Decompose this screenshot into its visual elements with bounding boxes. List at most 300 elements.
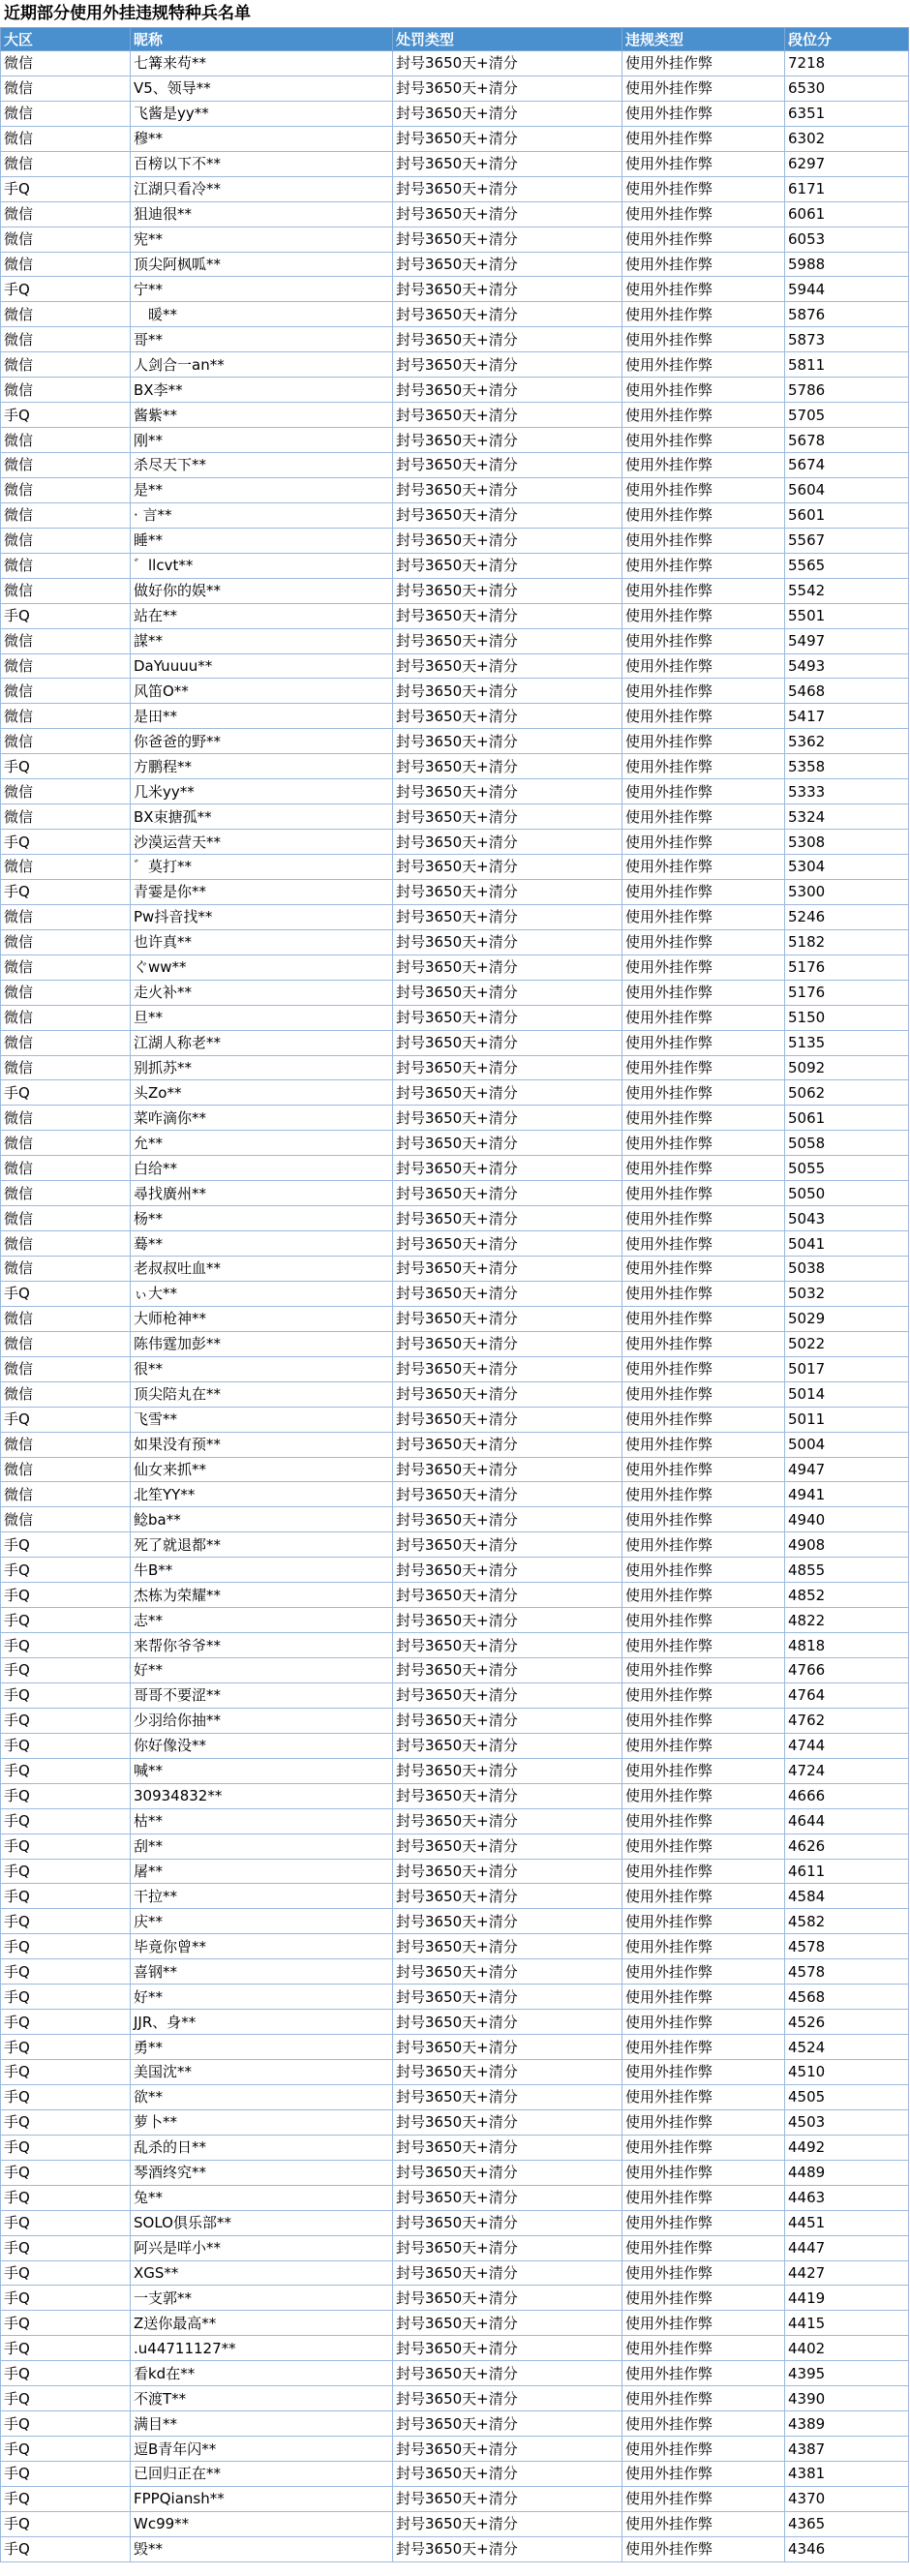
- table-row: [1, 1231, 909, 1257]
- table-row: [1, 879, 909, 904]
- cell-region: 微信: [1, 477, 131, 502]
- table-row: [1, 1106, 909, 1131]
- cell-penalty-type: 封号3650天+清分: [393, 2462, 622, 2487]
- cell-region: 手Q: [1, 2336, 131, 2361]
- cell-penalty-type: 封号3650天+清分: [393, 1206, 622, 1231]
- cell-violation-type: 使用外挂作弊: [622, 603, 785, 628]
- table-row: [1, 855, 909, 880]
- cell-penalty-type: 封号3650天+清分: [393, 2010, 622, 2035]
- cell-rank-score: 4822: [785, 1608, 909, 1633]
- cell-penalty-type: 封号3650天+清分: [393, 477, 622, 502]
- cell-rank-score: 4582: [785, 1909, 909, 1934]
- cell-rank-score: 5041: [785, 1231, 909, 1257]
- cell-region: 微信: [1, 1257, 131, 1282]
- cell-region: 手Q: [1, 1758, 131, 1783]
- cell-nickname: 风笛O**: [131, 679, 393, 704]
- cell-nickname: 少羽给你抽**: [131, 1708, 393, 1733]
- cell-rank-score: 5038: [785, 1257, 909, 1282]
- cell-penalty-type: 封号3650天+清分: [393, 2035, 622, 2060]
- cell-rank-score: 5417: [785, 704, 909, 729]
- cell-region: 手Q: [1, 2160, 131, 2185]
- cell-rank-score: 4908: [785, 1532, 909, 1558]
- cell-penalty-type: 封号3650天+清分: [393, 1834, 622, 1859]
- cell-rank-score: 5988: [785, 252, 909, 277]
- cell-region: 手Q: [1, 2311, 131, 2336]
- cell-rank-score: 4419: [785, 2286, 909, 2311]
- cell-violation-type: 使用外挂作弊: [622, 1457, 785, 1482]
- cell-violation-type: 使用外挂作弊: [622, 2411, 785, 2437]
- table-row: [1, 1583, 909, 1608]
- cell-nickname: JJR、身**: [131, 2010, 393, 2035]
- cell-violation-type: 使用外挂作弊: [622, 553, 785, 578]
- cell-nickname: 穆**: [131, 126, 393, 151]
- cell-nickname: 枯**: [131, 1808, 393, 1834]
- table-row: [1, 378, 909, 403]
- cell-nickname: 顶尖陪丸在**: [131, 1381, 393, 1407]
- cell-violation-type: 使用外挂作弊: [622, 1985, 785, 2010]
- cell-nickname: 杨**: [131, 1206, 393, 1231]
- cell-penalty-type: 封号3650天+清分: [393, 51, 622, 76]
- cell-violation-type: 使用外挂作弊: [622, 2135, 785, 2160]
- cell-penalty-type: 封号3650天+清分: [393, 929, 622, 955]
- cell-region: 微信: [1, 428, 131, 453]
- cell-violation-type: 使用外挂作弊: [622, 2386, 785, 2411]
- cell-region: 微信: [1, 704, 131, 729]
- cell-violation-type: 使用外挂作弊: [622, 1407, 785, 1432]
- cell-penalty-type: 封号3650天+清分: [393, 779, 622, 804]
- cell-penalty-type: 封号3650天+清分: [393, 2260, 622, 2286]
- cell-rank-score: 5876: [785, 302, 909, 327]
- cell-violation-type: 使用外挂作弊: [622, 2160, 785, 2185]
- cell-nickname: 好**: [131, 1985, 393, 2010]
- cell-rank-score: 6061: [785, 201, 909, 227]
- table-row: [1, 729, 909, 754]
- cell-nickname: 头Zo**: [131, 1080, 393, 1106]
- table-row: [1, 2486, 909, 2511]
- cell-region: 手Q: [1, 1080, 131, 1106]
- cell-violation-type: 使用外挂作弊: [622, 2361, 785, 2386]
- cell-rank-score: 4611: [785, 1859, 909, 1884]
- cell-violation-type: 使用外挂作弊: [622, 2235, 785, 2260]
- cell-nickname: 狙迪很**: [131, 201, 393, 227]
- cell-penalty-type: 封号3650天+清分: [393, 76, 622, 101]
- table-row: [1, 528, 909, 553]
- cell-region: 手Q: [1, 1909, 131, 1934]
- violation-table: [0, 27, 909, 2562]
- cell-violation-type: 使用外挂作弊: [622, 201, 785, 227]
- cell-rank-score: 4505: [785, 2084, 909, 2109]
- cell-penalty-type: 封号3650天+清分: [393, 1257, 622, 1282]
- cell-rank-score: 5061: [785, 1106, 909, 1131]
- cell-rank-score: 5022: [785, 1331, 909, 1356]
- cell-rank-score: 4427: [785, 2260, 909, 2286]
- cell-rank-score: 5567: [785, 528, 909, 553]
- cell-region: 手Q: [1, 1708, 131, 1733]
- table-row: [1, 2437, 909, 2462]
- cell-region: 微信: [1, 453, 131, 478]
- cell-region: 微信: [1, 1482, 131, 1507]
- cell-penalty-type: 封号3650天+清分: [393, 1432, 622, 1457]
- cell-nickname: Pw抖音找**: [131, 904, 393, 929]
- cell-rank-score: 4395: [785, 2361, 909, 2386]
- table-row: [1, 2536, 909, 2561]
- table-row: [1, 1708, 909, 1733]
- cell-violation-type: 使用外挂作弊: [622, 2010, 785, 2035]
- cell-rank-score: 7218: [785, 51, 909, 76]
- cell-penalty-type: 封号3650天+清分: [393, 1633, 622, 1658]
- table-row: [1, 980, 909, 1005]
- cell-penalty-type: 封号3650天+清分: [393, 603, 622, 628]
- cell-region: 微信: [1, 904, 131, 929]
- cell-region: 微信: [1, 1181, 131, 1206]
- cell-region: 微信: [1, 1457, 131, 1482]
- cell-penalty-type: 封号3650天+清分: [393, 352, 622, 378]
- cell-violation-type: 使用外挂作弊: [622, 955, 785, 980]
- cell-penalty-type: 封号3650天+清分: [393, 1030, 622, 1055]
- cell-nickname: 欲**: [131, 2084, 393, 2109]
- cell-rank-score: 5601: [785, 502, 909, 528]
- cell-nickname: 是田**: [131, 704, 393, 729]
- cell-penalty-type: 封号3650天+清分: [393, 176, 622, 201]
- cell-penalty-type: 封号3650天+清分: [393, 704, 622, 729]
- cell-rank-score: 6171: [785, 176, 909, 201]
- cell-penalty-type: 封号3650天+清分: [393, 1356, 622, 1381]
- cell-region: 手Q: [1, 2437, 131, 2462]
- table-row: [1, 1608, 909, 1633]
- table-row: [1, 1281, 909, 1306]
- cell-violation-type: 使用外挂作弊: [622, 403, 785, 428]
- cell-nickname: 你爸爸的野**: [131, 729, 393, 754]
- table-row: [1, 2210, 909, 2235]
- cell-nickname: 大师枪神**: [131, 1306, 393, 1331]
- cell-nickname: 哥**: [131, 327, 393, 352]
- cell-rank-score: 4852: [785, 1583, 909, 1608]
- table-row: [1, 955, 909, 980]
- cell-nickname: ゛llcvt**: [131, 553, 393, 578]
- cell-violation-type: 使用外挂作弊: [622, 1432, 785, 1457]
- cell-rank-score: 4818: [785, 1633, 909, 1658]
- table-row: [1, 1457, 909, 1482]
- cell-nickname: 勇**: [131, 2035, 393, 2060]
- table-row: [1, 1985, 909, 2010]
- cell-violation-type: 使用外挂作弊: [622, 51, 785, 76]
- cell-nickname: 暖**: [131, 302, 393, 327]
- cell-nickname: ぐww**: [131, 955, 393, 980]
- table-row: [1, 1005, 909, 1030]
- cell-nickname: 庆**: [131, 1909, 393, 1934]
- cell-penalty-type: 封号3650天+清分: [393, 804, 622, 830]
- cell-region: 手Q: [1, 2035, 131, 2060]
- cell-penalty-type: 封号3650天+清分: [393, 502, 622, 528]
- cell-rank-score: 5678: [785, 428, 909, 453]
- cell-nickname: BX李**: [131, 378, 393, 403]
- cell-rank-score: 4451: [785, 2210, 909, 2235]
- table-row: [1, 101, 909, 126]
- cell-region: 手Q: [1, 1985, 131, 2010]
- cell-violation-type: 使用外挂作弊: [622, 302, 785, 327]
- cell-region: 手Q: [1, 1959, 131, 1985]
- cell-region: 手Q: [1, 1808, 131, 1834]
- cell-nickname: 已回归正在**: [131, 2462, 393, 2487]
- cell-violation-type: 使用外挂作弊: [622, 227, 785, 252]
- cell-rank-score: 5182: [785, 929, 909, 955]
- table-row: [1, 201, 909, 227]
- cell-violation-type: 使用外挂作弊: [622, 830, 785, 855]
- table-row: [1, 352, 909, 378]
- cell-region: 手Q: [1, 1608, 131, 1633]
- cell-penalty-type: 封号3650天+清分: [393, 628, 622, 653]
- cell-rank-score: 4744: [785, 1733, 909, 1758]
- cell-rank-score: 4389: [785, 2411, 909, 2437]
- cell-penalty-type: 封号3650天+清分: [393, 729, 622, 754]
- table-row: [1, 1558, 909, 1583]
- cell-nickname: Wc99**: [131, 2511, 393, 2536]
- cell-rank-score: 4762: [785, 1708, 909, 1733]
- table-row: [1, 2235, 909, 2260]
- cell-penalty-type: 封号3650天+清分: [393, 2437, 622, 2462]
- cell-penalty-type: 封号3650天+清分: [393, 201, 622, 227]
- cell-nickname: 刮**: [131, 1834, 393, 1859]
- cell-region: 手Q: [1, 2411, 131, 2437]
- cell-violation-type: 使用外挂作弊: [622, 1558, 785, 1583]
- cell-penalty-type: 封号3650天+清分: [393, 1733, 622, 1758]
- cell-nickname: 宪**: [131, 227, 393, 252]
- cell-nickname: 一支郭**: [131, 2286, 393, 2311]
- cell-region: 手Q: [1, 1682, 131, 1708]
- cell-nickname: 睡**: [131, 528, 393, 553]
- cell-region: 手Q: [1, 2185, 131, 2210]
- table-row: [1, 553, 909, 578]
- cell-violation-type: 使用外挂作弊: [622, 804, 785, 830]
- cell-violation-type: 使用外挂作弊: [622, 1356, 785, 1381]
- cell-nickname: 志**: [131, 1608, 393, 1633]
- cell-region: 微信: [1, 1306, 131, 1331]
- table-row: [1, 327, 909, 352]
- table-row: [1, 2084, 909, 2109]
- cell-rank-score: 5017: [785, 1356, 909, 1381]
- cell-region: 手Q: [1, 1934, 131, 1959]
- table-row: [1, 1758, 909, 1783]
- cell-penalty-type: 封号3650天+清分: [393, 1005, 622, 1030]
- cell-penalty-type: 封号3650天+清分: [393, 1131, 622, 1156]
- cell-region: 微信: [1, 1156, 131, 1181]
- cell-penalty-type: 封号3650天+清分: [393, 1583, 622, 1608]
- cell-rank-score: 5014: [785, 1381, 909, 1407]
- page-title: 近期部分使用外挂违规特种兵名单: [4, 4, 251, 23]
- cell-penalty-type: 封号3650天+清分: [393, 1156, 622, 1181]
- cell-violation-type: 使用外挂作弊: [622, 76, 785, 101]
- cell-penalty-type: 封号3650天+清分: [393, 528, 622, 553]
- cell-region: 手Q: [1, 1884, 131, 1909]
- cell-nickname: 阿兴是咩小**: [131, 2235, 393, 2260]
- cell-violation-type: 使用外挂作弊: [622, 252, 785, 277]
- cell-violation-type: 使用外挂作弊: [622, 2437, 785, 2462]
- cell-violation-type: 使用外挂作弊: [622, 879, 785, 904]
- cell-nickname: 满目**: [131, 2411, 393, 2437]
- cell-region: 微信: [1, 1356, 131, 1381]
- cell-violation-type: 使用外挂作弊: [622, 1708, 785, 1733]
- cell-region: 微信: [1, 302, 131, 327]
- cell-penalty-type: 封号3650天+清分: [393, 1758, 622, 1783]
- cell-rank-score: 4578: [785, 1934, 909, 1959]
- cell-penalty-type: 封号3650天+清分: [393, 1558, 622, 1583]
- cell-rank-score: 4492: [785, 2135, 909, 2160]
- cell-nickname: 百榜以下不**: [131, 151, 393, 176]
- cell-penalty-type: 封号3650天+清分: [393, 1783, 622, 1808]
- table-row: [1, 1884, 909, 1909]
- table-row: [1, 1682, 909, 1708]
- cell-penalty-type: 封号3650天+清分: [393, 1331, 622, 1356]
- cell-violation-type: 使用外挂作弊: [622, 1306, 785, 1331]
- cell-penalty-type: 封号3650天+清分: [393, 1859, 622, 1884]
- cell-region: 微信: [1, 502, 131, 528]
- table-row: [1, 1181, 909, 1206]
- table-row: [1, 2035, 909, 2060]
- table-row: [1, 277, 909, 302]
- table-row: [1, 1507, 909, 1532]
- cell-nickname: 也许真**: [131, 929, 393, 955]
- cell-nickname: 蓦**: [131, 1231, 393, 1257]
- cell-penalty-type: 封号3650天+清分: [393, 1507, 622, 1532]
- cell-rank-score: 5062: [785, 1080, 909, 1106]
- cell-rank-score: 5674: [785, 453, 909, 478]
- cell-rank-score: 5497: [785, 628, 909, 653]
- cell-region: 微信: [1, 201, 131, 227]
- cell-region: 手Q: [1, 2486, 131, 2511]
- cell-violation-type: 使用外挂作弊: [622, 1331, 785, 1356]
- cell-region: 手Q: [1, 2135, 131, 2160]
- cell-rank-score: 4766: [785, 1658, 909, 1683]
- cell-violation-type: 使用外挂作弊: [622, 754, 785, 779]
- cell-penalty-type: 封号3650天+清分: [393, 2135, 622, 2160]
- cell-region: 微信: [1, 76, 131, 101]
- cell-violation-type: 使用外挂作弊: [622, 2536, 785, 2561]
- cell-penalty-type: 封号3650天+清分: [393, 653, 622, 679]
- cell-rank-score: 4463: [785, 2185, 909, 2210]
- cell-rank-score: 5468: [785, 679, 909, 704]
- cell-region: 微信: [1, 980, 131, 1005]
- cell-penalty-type: 封号3650天+清分: [393, 1281, 622, 1306]
- cell-region: 微信: [1, 1005, 131, 1030]
- cell-region: 手Q: [1, 1583, 131, 1608]
- table-row: [1, 1658, 909, 1683]
- cell-nickname: 顶尖阿枫呱**: [131, 252, 393, 277]
- cell-nickname: 毁**: [131, 2536, 393, 2561]
- cell-penalty-type: 封号3650天+清分: [393, 754, 622, 779]
- cell-rank-score: 4346: [785, 2536, 909, 2561]
- cell-penalty-type: 封号3650天+清分: [393, 327, 622, 352]
- cell-violation-type: 使用外挂作弊: [622, 1959, 785, 1985]
- cell-rank-score: 5362: [785, 729, 909, 754]
- table-row: [1, 1055, 909, 1080]
- cell-violation-type: 使用外挂作弊: [622, 1532, 785, 1558]
- header-nickname: 昵称: [131, 28, 393, 51]
- cell-region: 微信: [1, 804, 131, 830]
- cell-rank-score: 5565: [785, 553, 909, 578]
- cell-penalty-type: 封号3650天+清分: [393, 1306, 622, 1331]
- cell-violation-type: 使用外挂作弊: [622, 1281, 785, 1306]
- cell-nickname: 乱杀的日**: [131, 2135, 393, 2160]
- cell-violation-type: 使用外挂作弊: [622, 2311, 785, 2336]
- table-row: [1, 628, 909, 653]
- cell-penalty-type: 封号3650天+清分: [393, 955, 622, 980]
- table-row: [1, 2060, 909, 2085]
- table-row: [1, 1331, 909, 1356]
- table-row: [1, 453, 909, 478]
- cell-violation-type: 使用外挂作弊: [622, 704, 785, 729]
- cell-rank-score: 5705: [785, 403, 909, 428]
- cell-region: 微信: [1, 126, 131, 151]
- cell-rank-score: 5300: [785, 879, 909, 904]
- cell-penalty-type: 封号3650天+清分: [393, 252, 622, 277]
- cell-violation-type: 使用外挂作弊: [622, 1080, 785, 1106]
- cell-nickname: 青霎是你**: [131, 879, 393, 904]
- cell-region: 手Q: [1, 1783, 131, 1808]
- table-row: [1, 929, 909, 955]
- table-row: [1, 1381, 909, 1407]
- cell-violation-type: 使用外挂作弊: [622, 653, 785, 679]
- cell-rank-score: 6530: [785, 76, 909, 101]
- cell-rank-score: 5324: [785, 804, 909, 830]
- cell-penalty-type: 封号3650天+清分: [393, 302, 622, 327]
- cell-violation-type: 使用外挂作弊: [622, 2109, 785, 2135]
- cell-nickname: 沙漠运营天**: [131, 830, 393, 855]
- cell-penalty-type: 封号3650天+清分: [393, 2486, 622, 2511]
- cell-nickname: 逗B青年闪**: [131, 2437, 393, 2462]
- table-row: [1, 578, 909, 603]
- cell-rank-score: 5786: [785, 378, 909, 403]
- table-row: [1, 1156, 909, 1181]
- cell-penalty-type: 封号3650天+清分: [393, 2511, 622, 2536]
- cell-rank-score: 4947: [785, 1457, 909, 1482]
- cell-rank-score: 4855: [785, 1558, 909, 1583]
- cell-nickname: 走火补**: [131, 980, 393, 1005]
- table-row: [1, 704, 909, 729]
- table-row: [1, 1257, 909, 1282]
- cell-rank-score: 4381: [785, 2462, 909, 2487]
- cell-region: 手Q: [1, 1658, 131, 1683]
- cell-region: 微信: [1, 1030, 131, 1055]
- cell-penalty-type: 封号3650天+清分: [393, 1532, 622, 1558]
- cell-nickname: 江湖只看冷**: [131, 176, 393, 201]
- cell-penalty-type: 封号3650天+清分: [393, 403, 622, 428]
- cell-violation-type: 使用外挂作弊: [622, 2060, 785, 2085]
- table-header-row: [1, 28, 909, 51]
- cell-rank-score: 5493: [785, 653, 909, 679]
- header-penalty-type: 处罚类型: [393, 28, 622, 51]
- cell-violation-type: 使用外挂作弊: [622, 1633, 785, 1658]
- cell-violation-type: 使用外挂作弊: [622, 1808, 785, 1834]
- cell-penalty-type: 封号3650天+清分: [393, 2210, 622, 2235]
- cell-region: 微信: [1, 578, 131, 603]
- cell-rank-score: 5092: [785, 1055, 909, 1080]
- cell-rank-score: 5058: [785, 1131, 909, 1156]
- cell-violation-type: 使用外挂作弊: [622, 477, 785, 502]
- cell-nickname: FPPQiansh**: [131, 2486, 393, 2511]
- cell-rank-score: 4402: [785, 2336, 909, 2361]
- cell-rank-score: 4578: [785, 1959, 909, 1985]
- table-row: [1, 1733, 909, 1758]
- cell-rank-score: 6302: [785, 126, 909, 151]
- cell-penalty-type: 封号3650天+清分: [393, 830, 622, 855]
- cell-nickname: 七篝来苟**: [131, 51, 393, 76]
- cell-violation-type: 使用外挂作弊: [622, 2084, 785, 2109]
- table-row: [1, 1909, 909, 1934]
- cell-rank-score: 5055: [785, 1156, 909, 1181]
- table-row: [1, 227, 909, 252]
- cell-penalty-type: 封号3650天+清分: [393, 1231, 622, 1257]
- cell-nickname: 死了就退都**: [131, 1532, 393, 1558]
